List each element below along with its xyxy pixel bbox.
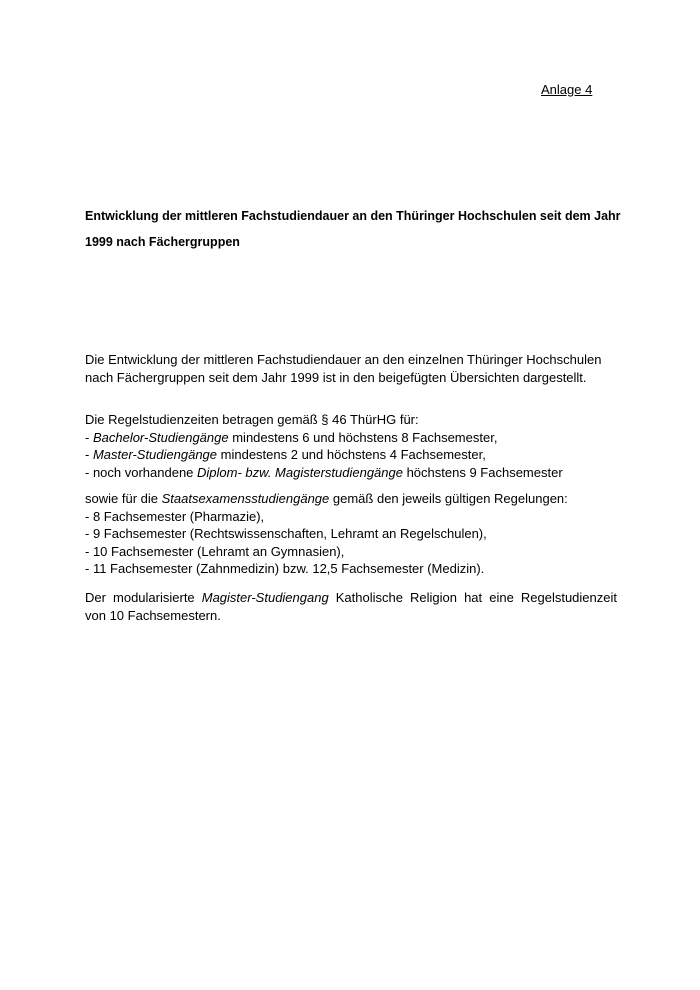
intro-paragraph xyxy=(85,351,617,386)
magister-line-2: von 10 Fachsemestern. xyxy=(85,607,221,623)
list-item xyxy=(85,446,617,464)
list-item-prefix: - xyxy=(85,447,93,462)
list-item-emphasis: Bachelor-Studiengänge xyxy=(92,429,229,445)
intro-line-2: nach Fächergruppen seit dem Jahr 1999 ist in den beigefügten Übersichten dargestellt. xyxy=(85,369,587,385)
list-item-rest: höchstens 9 Fachsemester xyxy=(402,464,563,480)
list-item: - 8 Fachsemester (Pharmazie), xyxy=(85,508,265,524)
list-item: - 9 Fachsemester (Rechtswissenschaften, Lehramt an Regelschulen), xyxy=(85,526,487,541)
list-item: - 11 Fachsemester (Zahnmedizin) bzw. 12,5 Fachsemester (Medizin). xyxy=(85,561,485,576)
list-item-prefix: - noch vorhandene xyxy=(85,464,198,480)
list-item-prefix: - xyxy=(85,429,93,445)
magister-emphasis: Magister-Studiengang xyxy=(201,590,329,605)
list-item-emphasis: Diplom- bzw. Magisterstudiengänge xyxy=(197,464,403,480)
magister-rest: Katholische Religion hat eine Regelstudienzeit xyxy=(328,590,617,605)
list-item: - 10 Fachsemester (Lehramt an Gymnasien), xyxy=(85,543,345,559)
magister-paragraph xyxy=(85,589,617,624)
list-item-rest: mindestens 6 und höchstens 8 Fachsemester, xyxy=(228,429,498,445)
intro-line-1: Die Entwicklung der mittleren Fachstudiendauer an den einzelnen Thüringer Hochschulen xyxy=(85,352,602,367)
annex-label: Anlage 4 xyxy=(541,82,593,97)
staatsexamen-intro-emphasis: Staatsexamensstudiengänge xyxy=(161,491,330,506)
regelstudienzeiten-paragraph xyxy=(85,411,617,481)
staatsexamen-intro-prefix: sowie für die xyxy=(85,491,162,506)
list-item xyxy=(85,464,617,482)
list-item-emphasis: Master-Studiengänge xyxy=(92,447,218,462)
staatsexamen-intro xyxy=(85,490,617,508)
magister-line-1 xyxy=(85,589,617,607)
staatsexamen-intro-rest: gemäß den jeweils gültigen Regelungen: xyxy=(329,491,568,506)
document-title: Entwicklung der mittleren Fachstudiendauer an den Thüringer Hochschulen seit dem Jahr 1999 nach Fächergruppen xyxy=(85,209,621,249)
staatsexamen-paragraph xyxy=(85,490,617,578)
list-item-rest: mindestens 2 und höchstens 4 Fachsemester, xyxy=(217,447,486,462)
magister-prefix: Der modularisierte xyxy=(85,590,202,605)
regelstudienzeiten-intro: Die Regelstudienzeiten betragen gemäß § 46 ThürHG für: xyxy=(85,412,419,427)
list-item xyxy=(85,429,617,447)
